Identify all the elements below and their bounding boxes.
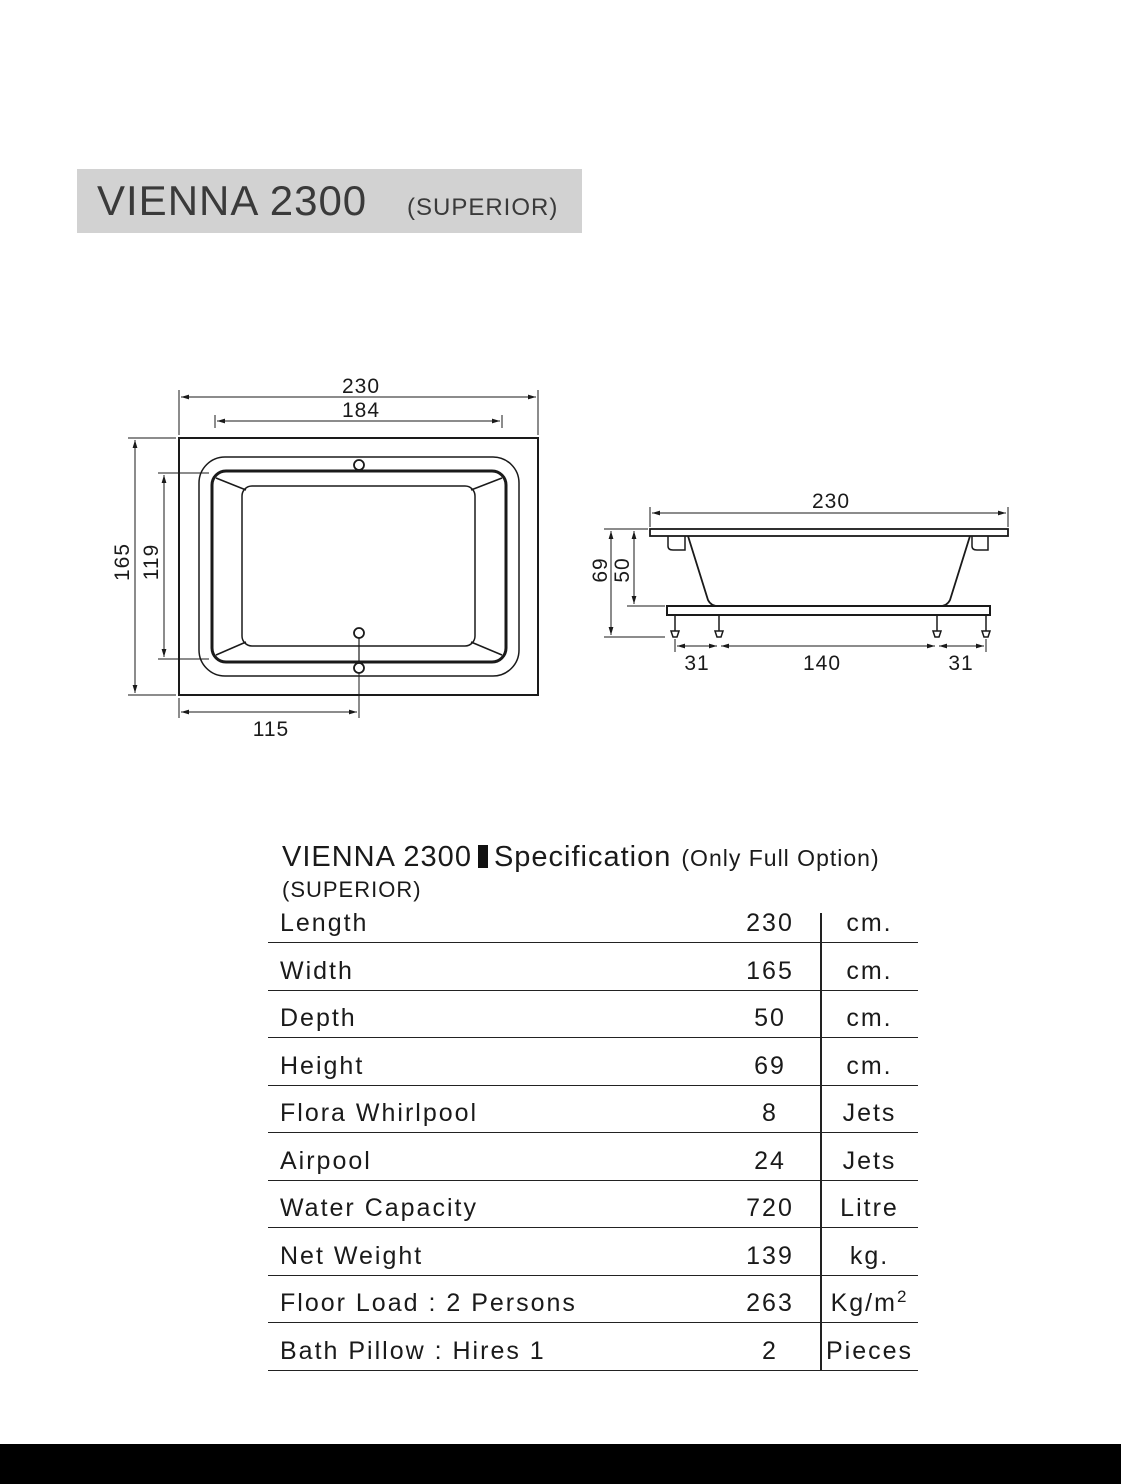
spec-heading	[282, 841, 880, 874]
spec-unit-text: Jets	[842, 1099, 897, 1127]
dim-depth: 50	[611, 557, 634, 583]
overflow-fitting	[354, 460, 364, 470]
side-basin	[688, 536, 970, 606]
leg-4	[982, 615, 990, 637]
dim-leg-left: 31	[684, 652, 710, 675]
spec-unit-text: cm.	[846, 956, 893, 985]
spec-separator-bar	[478, 845, 488, 868]
spec-unit-superscript: 2	[896, 1287, 909, 1306]
spec-unit	[821, 1194, 918, 1223]
side-base-frame	[667, 606, 990, 615]
leg-1	[671, 615, 679, 637]
spec-unit	[821, 1052, 918, 1081]
spec-value: 24	[754, 1146, 786, 1175]
spec-label: Net Weight	[280, 1241, 424, 1270]
spec-label: Bath Pillow : Hires 1	[280, 1336, 546, 1365]
tub-basin-edge	[212, 471, 506, 662]
spec-unit-text: Pieces	[825, 1336, 914, 1365]
spec-unit-text: Kg/m	[830, 1289, 897, 1317]
dim-height: 69	[589, 557, 612, 583]
side-rim	[650, 529, 1008, 536]
unit-column-divider	[820, 913, 822, 1371]
spec-value: 8	[762, 1099, 778, 1127]
spec-label: Airpool	[280, 1146, 372, 1175]
spec-label: Length	[280, 909, 369, 937]
spec-label: Width	[280, 956, 354, 985]
spec-unit-text: Litre	[840, 1194, 899, 1222]
dim-inner-width: 119	[140, 543, 163, 581]
spec-unit	[821, 1242, 918, 1271]
spec-unit-text: cm.	[846, 1004, 893, 1032]
spec-title: Specification	[493, 841, 672, 873]
spec-unit	[821, 1287, 918, 1318]
grade-subtitle: (SUPERIOR)	[407, 194, 559, 221]
dim-leg-right: 31	[948, 652, 974, 675]
drain-fitting	[354, 628, 364, 638]
plan-view	[128, 390, 538, 718]
dim-drain-offset: 115	[252, 718, 290, 741]
dim-overall-width: 165	[111, 542, 134, 582]
spec-value: 165	[746, 956, 794, 985]
spec-label: Depth	[280, 1004, 357, 1032]
spec-label: Floor Load : 2 Persons	[280, 1289, 577, 1317]
spec-model: VIENNA 2300	[282, 841, 472, 873]
leg-3	[933, 615, 941, 637]
spec-value: 2	[762, 1336, 778, 1365]
spec-unit-text: kg.	[849, 1241, 890, 1270]
leg-2	[715, 615, 723, 637]
model-title: VIENNA 2300	[97, 177, 368, 224]
spec-unit	[821, 1337, 918, 1366]
dim-leg-span: 140	[802, 652, 842, 675]
spec-unit-text: Jets	[842, 1146, 897, 1175]
side-view	[604, 507, 1008, 652]
side-foot-left	[668, 536, 685, 550]
spec-grade: (SUPERIOR)	[282, 877, 422, 902]
spec-unit	[821, 957, 918, 986]
spec-unit	[821, 1099, 918, 1128]
spec-label: Flora Whirlpool	[280, 1099, 479, 1127]
spec-note: (Only Full Option)	[681, 845, 880, 871]
spec-unit	[821, 1147, 918, 1176]
tub-basin-floor	[242, 486, 475, 646]
dim-side-length: 230	[811, 490, 851, 513]
spec-label: Water Capacity	[280, 1194, 478, 1222]
spec-value: 720	[746, 1194, 794, 1222]
dim-overall-length: 230	[341, 375, 381, 398]
spec-value: 50	[754, 1004, 786, 1032]
spec-unit	[821, 1004, 918, 1033]
spec-unit-text: cm.	[846, 909, 893, 937]
footer-bar	[0, 1444, 1121, 1484]
spec-unit-text: cm.	[846, 1051, 893, 1080]
spec-value: 69	[754, 1051, 786, 1080]
spec-value: 139	[746, 1241, 794, 1270]
dim-inner-length: 184	[341, 399, 381, 422]
spec-label: Height	[280, 1051, 365, 1080]
spec-value: 230	[746, 909, 794, 937]
spec-value: 263	[746, 1289, 794, 1317]
waste-fitting	[354, 663, 364, 673]
spec-unit	[821, 909, 918, 938]
side-foot-right	[972, 536, 988, 550]
